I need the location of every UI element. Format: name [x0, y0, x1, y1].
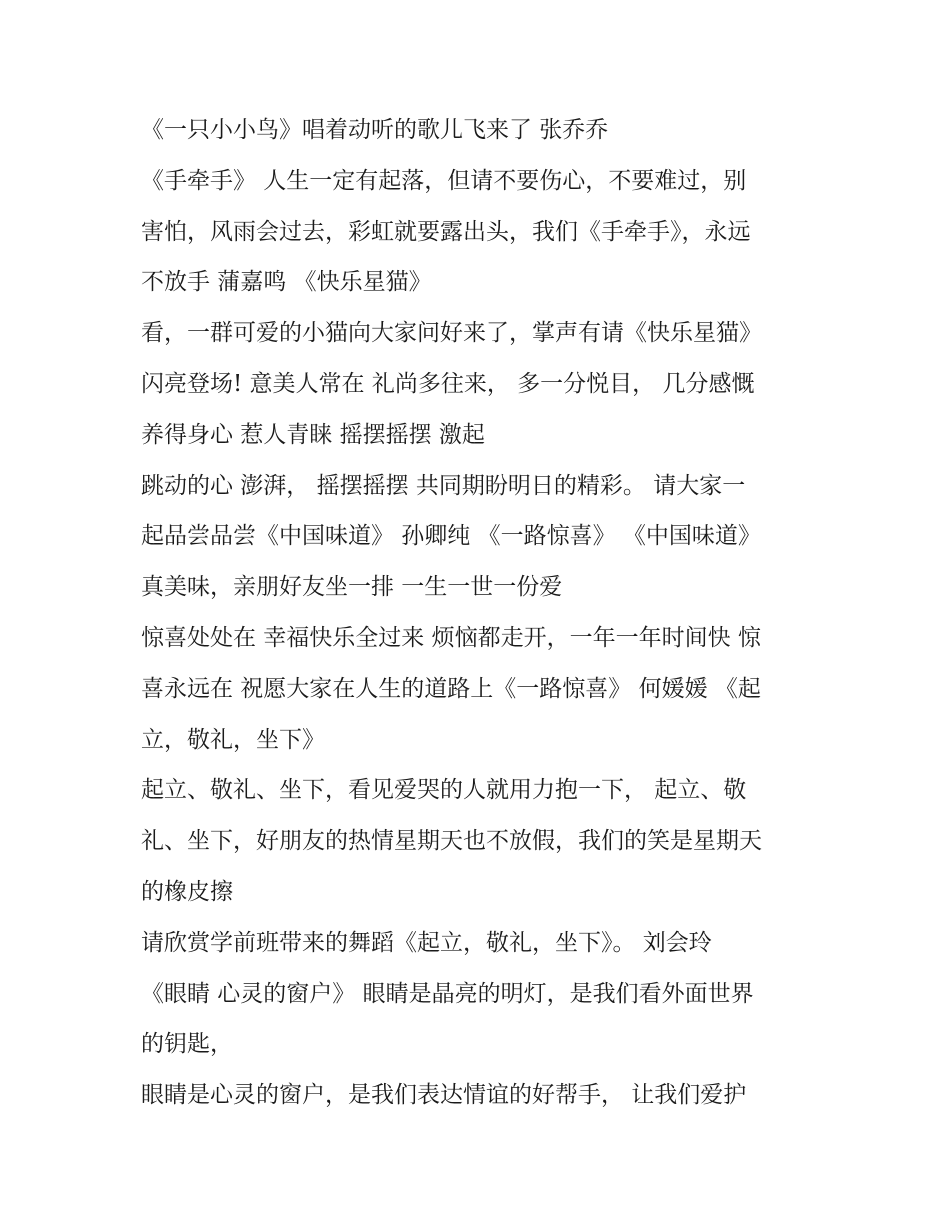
text-line-6: 闪亮登场! 意美人常在 礼尚多往来， 多一分悦目， 几分感慨	[141, 370, 755, 397]
text-line-20: 眼睛是心灵的窗户，是我们表达情谊的好帮手， 让我们爱护	[141, 1082, 747, 1109]
document-body	[141, 110, 821, 1126]
text-line-3: 害怕，风雨会过去，彩虹就要露出头，我们《手牵手》，永远	[141, 218, 751, 245]
text-line-17: 请欣赏学前班带来的舞蹈《起立，敬礼，坐下》。 刘会玲	[141, 929, 712, 956]
text-line-18: 《眼睛 心灵的窗户》 眼睛是晶亮的明灯，是我们看外面世界	[141, 980, 754, 1007]
text-line-13: 立，敬礼，坐下》	[141, 726, 325, 753]
text-line-9: 起品尝品尝《中国味道》 孙卿纯 《一路惊喜》 《中国味道》	[141, 523, 761, 550]
text-line-5: 看，一群可爱的小猫向大家问好来了，掌声有请《快乐星猫》	[141, 320, 762, 347]
text-line-2: 《手牵手》 人生一定有起落，但请不要伤心，不要难过，别	[141, 167, 747, 194]
text-line-10: 真美味，亲朋好友坐一排 一生一世一份爱	[141, 574, 563, 601]
text-line-14: 起立、敬礼、坐下，看见爱哭的人就用力抱一下， 起立、敬	[141, 777, 747, 804]
text-line-8: 跳动的心 澎湃， 摇摆摇摆 共同期盼明日的精彩。 请大家一	[141, 472, 746, 499]
text-line-11: 惊喜处处在 幸福快乐全过来 烦恼都走开，一年一年时间快 惊	[141, 624, 761, 651]
text-line-1: 《一只小小鸟》唱着动听的歌儿飞来了 张乔乔	[141, 117, 609, 143]
text-line-15: 礼、坐下，好朋友的热情星期天也不放假，我们的笑是星期天	[141, 828, 762, 855]
text-line-4: 不放手 蒲嘉鸣 《快乐星猫》	[141, 269, 432, 296]
text-line-12: 喜永远在 祝愿大家在人生的道路上《一路惊喜》 何媛媛 《起	[141, 675, 761, 702]
text-line-19: 的钥匙，	[141, 1031, 233, 1058]
text-line-7: 养得身心 惹人青睐 摇摆摇摆 激起	[141, 421, 485, 448]
text-line-16: 的橡皮擦	[141, 878, 233, 905]
